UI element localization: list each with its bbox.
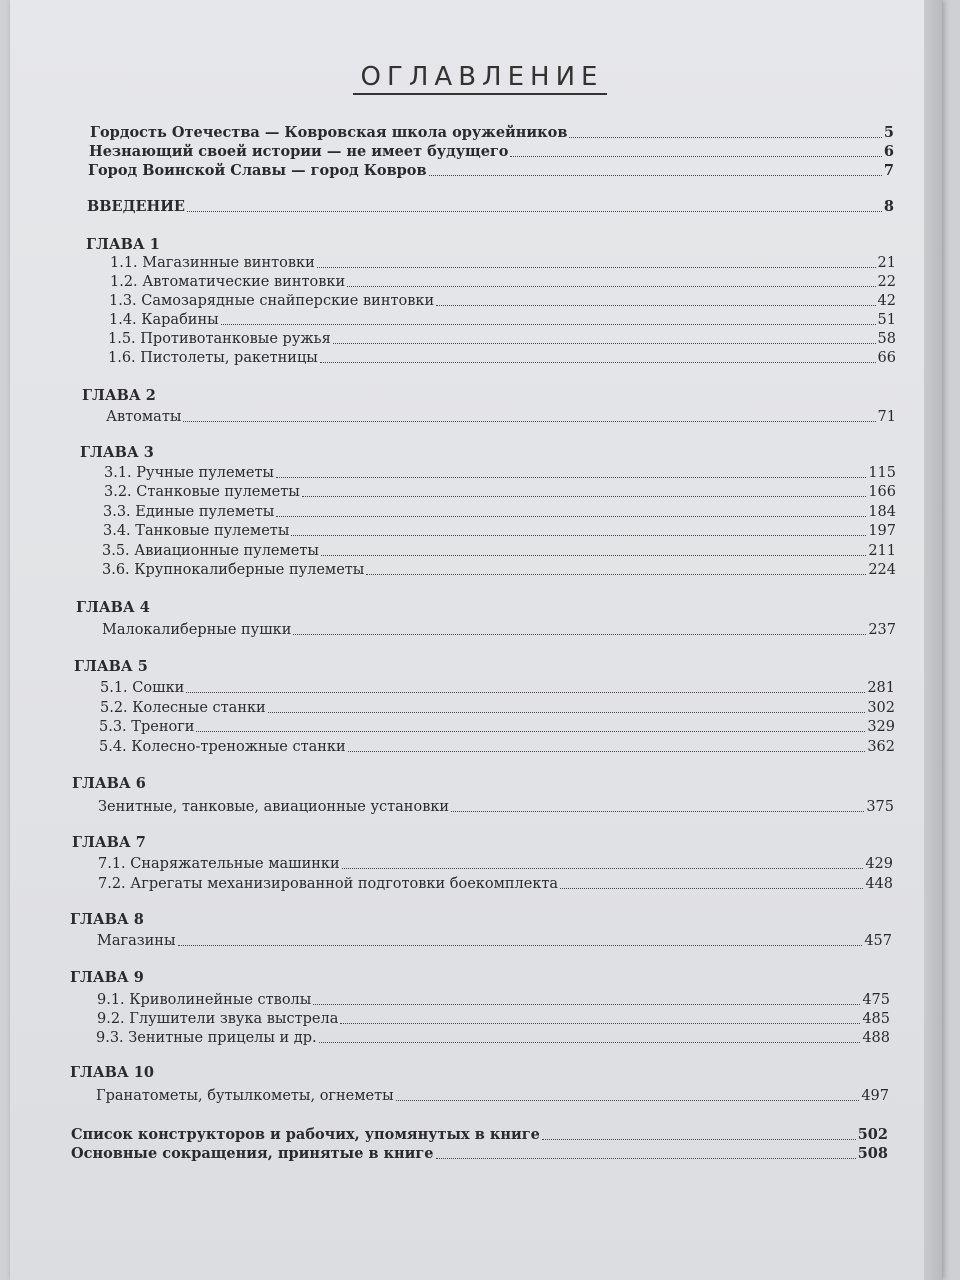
toc-entry-label: 5.3. Треноги	[99, 719, 195, 735]
toc-entry-label: 3.4. Танковые пулеметы	[103, 523, 290, 539]
dot-leader	[221, 324, 876, 325]
toc-entry-page: 58	[877, 331, 896, 347]
toc-entry	[104, 483, 896, 501]
toc-entry	[103, 522, 896, 540]
toc-entry	[109, 292, 896, 310]
toc-entry-page: 6	[883, 143, 894, 160]
toc-entry-label: 1.5. Противотанковые ружья	[108, 331, 331, 347]
chapter-heading: ГЛАВА 5	[74, 658, 148, 675]
toc-entry	[100, 699, 895, 717]
toc-entry	[108, 349, 896, 367]
toc-entry	[98, 875, 893, 893]
toc-entry	[110, 273, 896, 291]
dot-leader	[451, 811, 864, 812]
dot-leader	[347, 286, 875, 287]
toc-entry	[87, 198, 894, 216]
toc-entry	[96, 1029, 890, 1047]
toc-entry	[96, 1087, 889, 1105]
toc-entry	[89, 143, 894, 161]
toc-entry-page: 115	[868, 465, 896, 481]
chapter-heading: ГЛАВА 2	[82, 387, 156, 404]
toc-entry-page: 488	[862, 1030, 890, 1046]
toc-entry	[97, 1010, 890, 1028]
toc-entry	[110, 254, 896, 272]
toc-entry-page: 429	[865, 856, 893, 872]
toc-entry-page: 237	[868, 622, 896, 638]
dot-leader	[366, 574, 866, 575]
toc-entry	[99, 718, 895, 736]
dot-leader	[560, 888, 863, 889]
dot-leader	[340, 1023, 860, 1024]
toc-entry	[71, 1145, 888, 1163]
dot-leader	[302, 496, 867, 497]
chapter-heading: ГЛАВА 10	[70, 1064, 154, 1081]
chapter-heading: ГЛАВА 4	[76, 599, 150, 616]
toc-entry-page: 42	[877, 293, 896, 309]
dot-leader	[187, 211, 882, 212]
dot-leader	[510, 156, 881, 157]
chapter-heading: ГЛАВА 6	[72, 775, 146, 792]
toc-entry-label: 1.1. Магазинные винтовки	[110, 255, 315, 271]
toc-entry-label: Город Воинской Славы — город Ковров	[88, 162, 427, 179]
dot-leader	[342, 868, 864, 869]
toc-entry-label: 1.3. Самозарядные снайперские винтовки	[109, 293, 435, 309]
toc-entry-page: 448	[865, 876, 893, 892]
toc-entry-page: 508	[857, 1145, 888, 1162]
toc-entry-label: 9.1. Криволинейные стволы	[97, 992, 312, 1008]
dot-leader	[436, 1158, 856, 1159]
toc-entry-label: Список конструкторов и рабочих, упомянутых в книге	[71, 1126, 540, 1143]
toc-entry	[71, 1126, 888, 1144]
page-title: ОГЛАВЛЕНИЕ	[0, 62, 960, 92]
dot-leader	[313, 1004, 860, 1005]
toc-entry-page: 375	[866, 799, 894, 815]
toc-entry	[98, 855, 893, 873]
dot-leader	[321, 555, 866, 556]
dot-leader	[569, 137, 882, 138]
dot-leader	[196, 731, 865, 732]
dot-leader	[293, 634, 866, 635]
toc-entry-page: 197	[868, 523, 896, 539]
toc-entry-page: 51	[877, 312, 896, 328]
dot-leader	[319, 1042, 861, 1043]
toc-entry	[99, 738, 895, 756]
toc-entry-label: 5.2. Колесные станки	[100, 700, 266, 716]
toc-entry-label: 5.4. Колесно-треножные станки	[99, 739, 346, 755]
toc-entry-page: 7	[883, 162, 894, 179]
toc-entry-label: 3.2. Станковые пулеметы	[104, 484, 300, 500]
dot-leader	[317, 267, 876, 268]
toc-entry-label: 3.5. Авиационные пулеметы	[102, 543, 319, 559]
toc-entry-label: 9.2. Глушители звука выстрела	[97, 1011, 339, 1027]
toc-entry-page: 502	[857, 1126, 888, 1143]
toc-entry	[108, 330, 896, 348]
toc-entry-label: 1.2. Автоматические винтовки	[110, 274, 346, 290]
toc-entry-page: 497	[861, 1088, 889, 1104]
toc-entry-label: 9.3. Зенитные прицелы и др.	[96, 1030, 317, 1046]
toc-entry-page: 21	[877, 255, 896, 271]
toc-entry-label: Незнающий своей истории — не имеет будущего	[89, 143, 509, 160]
toc-entry-page: 71	[877, 409, 896, 425]
toc-entry-label: Гордость Отечества — Ковровская школа оружейников	[90, 124, 568, 141]
toc-entry	[102, 621, 896, 639]
toc-entry-page: 302	[867, 700, 895, 716]
toc-entry	[98, 798, 894, 816]
toc-entry	[103, 503, 896, 521]
toc-entry-page: 329	[867, 719, 895, 735]
dot-leader	[348, 751, 866, 752]
dot-leader	[178, 945, 863, 946]
chapter-heading: ГЛАВА 7	[72, 834, 146, 851]
toc-entry-page: 166	[868, 484, 896, 500]
dot-leader	[276, 477, 866, 478]
toc-entry	[109, 311, 896, 329]
toc-entry	[88, 162, 894, 180]
toc-entry	[102, 561, 896, 579]
dot-leader	[333, 343, 876, 344]
toc-entry-label: Гранатометы, бутылкометы, огнеметы	[96, 1088, 394, 1104]
toc-entry-page: 281	[867, 680, 895, 696]
toc-entry-label: 5.1. Сошки	[100, 680, 185, 696]
dot-leader	[276, 516, 866, 517]
chapter-heading: ГЛАВА 8	[70, 911, 144, 928]
dot-leader	[268, 712, 866, 713]
chapter-heading: ГЛАВА 9	[70, 969, 144, 986]
dot-leader	[320, 362, 876, 363]
toc-entry-label: ВВЕДЕНИЕ	[87, 198, 185, 215]
toc-entry-page: 475	[862, 992, 890, 1008]
toc-entry-page: 5	[883, 124, 894, 141]
chapter-heading: ГЛАВА 1	[86, 236, 160, 253]
dot-leader	[186, 692, 865, 693]
toc-entry-page: 362	[867, 739, 895, 755]
toc-entry-page: 485	[862, 1011, 890, 1027]
toc-entry-label: 3.6. Крупнокалиберные пулеметы	[102, 562, 365, 578]
toc-entry-page: 184	[868, 504, 896, 520]
toc-entry-page: 66	[877, 350, 896, 366]
toc-entry	[104, 464, 896, 482]
toc-entry-label: Зенитные, танковые, авиационные установки	[98, 799, 450, 815]
toc-entry-label: 7.1. Снаряжательные машинки	[98, 856, 340, 872]
dot-leader	[436, 305, 875, 306]
toc-entry	[102, 542, 896, 560]
toc-entry-label: Основные сокращения, принятые в книге	[71, 1145, 434, 1162]
toc-entry-label: 7.2. Агрегаты механизированной подготовки боекомплекта	[98, 876, 559, 892]
dot-leader	[542, 1139, 856, 1140]
toc-entry-label: 1.4. Карабины	[109, 312, 219, 328]
toc-entry-label: Малокалиберные пушки	[102, 622, 292, 638]
toc-entry-label: Автоматы	[106, 409, 182, 425]
dot-leader	[291, 535, 866, 536]
dot-leader	[183, 421, 875, 422]
toc-entry	[90, 124, 894, 142]
dot-leader	[429, 175, 882, 176]
dot-leader	[396, 1100, 860, 1101]
toc-entry-page: 457	[864, 933, 892, 949]
toc-entry-label: Магазины	[97, 933, 176, 949]
toc-entry	[97, 932, 892, 950]
toc-entry-page: 8	[883, 198, 894, 215]
toc-entry-label: 1.6. Пистолеты, ракетницы	[108, 350, 318, 366]
toc-entry-page: 211	[868, 543, 896, 559]
toc-entry	[106, 408, 896, 426]
toc-entry-page: 224	[868, 562, 896, 578]
toc-entry	[100, 679, 895, 697]
toc-entry-page: 22	[877, 274, 896, 290]
toc-entry-label: 3.1. Ручные пулеметы	[104, 465, 274, 481]
toc-entry-label: 3.3. Единые пулеметы	[103, 504, 275, 520]
chapter-heading: ГЛАВА 3	[80, 444, 154, 461]
toc-entry	[97, 991, 890, 1009]
